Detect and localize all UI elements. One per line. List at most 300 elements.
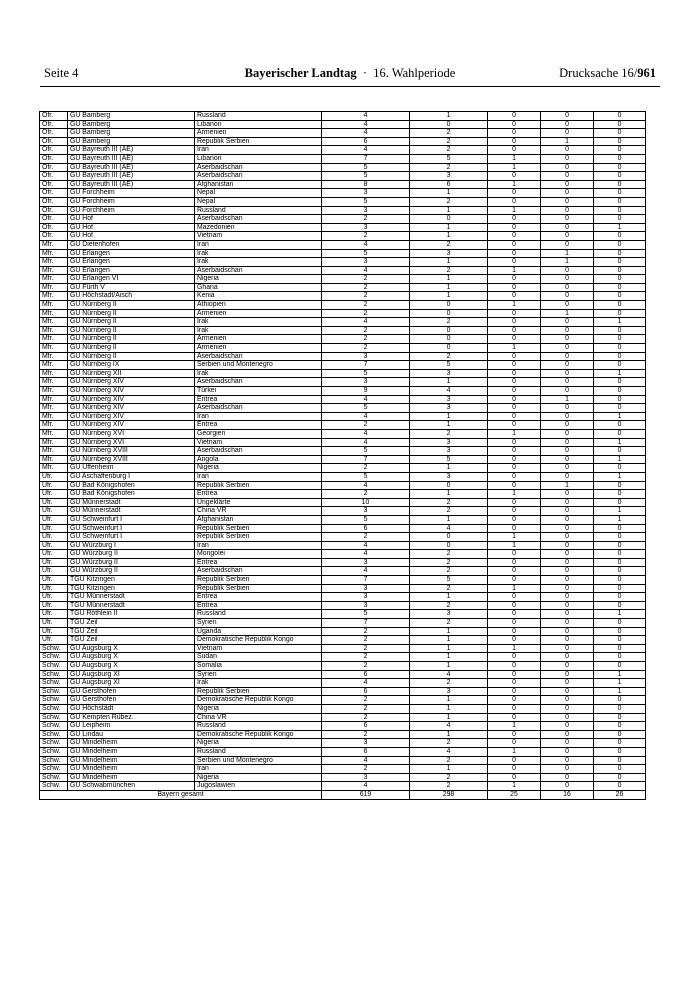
facility-cell: GU Augsburg XI <box>68 679 195 688</box>
count-cell: 0 <box>541 687 594 696</box>
facility-cell: GU Gersthofen <box>68 687 195 696</box>
count-cell: 1 <box>594 412 646 421</box>
country-cell: Eritrea <box>195 558 322 567</box>
count-cell: 5 <box>322 447 410 456</box>
count-cell: 2 <box>410 163 488 172</box>
facility-cell: GU Würzburg II <box>68 567 195 576</box>
count-cell: 7 <box>322 154 410 163</box>
count-cell: 5 <box>322 472 410 481</box>
facility-cell: GU Leipheim <box>68 722 195 731</box>
count-cell: 0 <box>488 576 541 585</box>
count-cell: 1 <box>541 249 594 258</box>
table-row <box>40 644 646 653</box>
region-cell: Ufr. <box>40 593 68 602</box>
count-cell: 2 <box>322 644 410 653</box>
count-cell: 3 <box>322 378 410 387</box>
count-cell: 1 <box>410 292 488 301</box>
count-cell: 4 <box>322 481 410 490</box>
count-cell: 0 <box>541 240 594 249</box>
count-cell: 9 <box>322 387 410 396</box>
header-rule <box>40 86 660 87</box>
table-row <box>40 610 646 619</box>
count-cell: 0 <box>594 112 646 121</box>
table-row <box>40 180 646 189</box>
count-cell: 2 <box>322 730 410 739</box>
count-cell: 0 <box>541 662 594 671</box>
facility-cell: GU Nürnberg II <box>68 326 195 335</box>
country-cell: Iran <box>195 541 322 550</box>
count-cell: 2 <box>322 713 410 722</box>
count-cell: 4 <box>322 146 410 155</box>
table-row <box>40 653 646 662</box>
region-cell: Ufr. <box>40 524 68 533</box>
count-cell: 0 <box>488 713 541 722</box>
facility-cell: GU Mindelheim <box>68 773 195 782</box>
table-row <box>40 429 646 438</box>
region-cell: Schw. <box>40 644 68 653</box>
count-cell: 0 <box>488 335 541 344</box>
count-cell: 0 <box>488 283 541 292</box>
count-cell: 0 <box>488 404 541 413</box>
count-cell: 0 <box>541 189 594 198</box>
country-cell: Republik Serbien <box>195 533 322 542</box>
facility-cell: GU Augsburg X <box>68 644 195 653</box>
count-cell: 2 <box>410 137 488 146</box>
facility-cell: GU Nürnberg XII <box>68 369 195 378</box>
count-cell: 6 <box>322 747 410 756</box>
count-cell: 0 <box>541 361 594 370</box>
country-cell: Russland <box>195 747 322 756</box>
facility-cell: GU Aschaffenburg I <box>68 472 195 481</box>
region-cell: Ofr. <box>40 197 68 206</box>
count-cell: 1 <box>594 223 646 232</box>
count-cell: 2 <box>322 636 410 645</box>
table-body <box>40 112 646 800</box>
count-cell: 3 <box>322 601 410 610</box>
region-cell: Mfr. <box>40 249 68 258</box>
facility-cell: GU Augsburg X <box>68 653 195 662</box>
count-cell: 2 <box>410 756 488 765</box>
country-cell: Demokratische Republik Kongo <box>195 730 322 739</box>
facility-cell: GU Lindau <box>68 730 195 739</box>
table-row <box>40 601 646 610</box>
count-cell: 0 <box>541 344 594 353</box>
country-cell: Eritrea <box>195 593 322 602</box>
count-cell: 4 <box>322 129 410 138</box>
count-cell: 0 <box>488 756 541 765</box>
table-row <box>40 172 646 181</box>
count-cell: 0 <box>488 129 541 138</box>
count-cell: 0 <box>594 120 646 129</box>
table-row <box>40 154 646 163</box>
count-cell: 1 <box>410 223 488 232</box>
table-row <box>40 662 646 671</box>
country-cell: Vietnam <box>195 232 322 241</box>
region-cell: Mfr. <box>40 309 68 318</box>
table-row <box>40 773 646 782</box>
count-cell: 2 <box>322 292 410 301</box>
count-cell: 2 <box>322 309 410 318</box>
region-cell: Mfr. <box>40 266 68 275</box>
count-cell: 1 <box>410 258 488 267</box>
count-cell: 1 <box>410 189 488 198</box>
count-cell: 0 <box>541 550 594 559</box>
count-cell: 0 <box>488 464 541 473</box>
region-cell: Ufr. <box>40 619 68 628</box>
count-cell: 0 <box>541 490 594 499</box>
count-cell: 0 <box>541 515 594 524</box>
region-cell: Mfr. <box>40 258 68 267</box>
count-cell: 0 <box>594 627 646 636</box>
count-cell: 2 <box>410 352 488 361</box>
count-cell: 5 <box>322 163 410 172</box>
region-cell: Schw. <box>40 653 68 662</box>
table-row <box>40 670 646 679</box>
count-cell: 5 <box>410 154 488 163</box>
country-cell: Aserbaidschan <box>195 215 322 224</box>
region-cell: Ufr. <box>40 627 68 636</box>
region-cell: Ufr. <box>40 558 68 567</box>
country-cell: Republik Serbien <box>195 137 322 146</box>
region-cell: Mfr. <box>40 387 68 396</box>
region-cell: Ufr. <box>40 498 68 507</box>
count-cell: 0 <box>488 498 541 507</box>
facility-cell: GU Nürnberg XIV <box>68 421 195 430</box>
count-cell: 1 <box>488 747 541 756</box>
count-cell: 2 <box>322 765 410 774</box>
count-cell: 0 <box>541 653 594 662</box>
count-cell: 4 <box>322 679 410 688</box>
region-cell: Mfr. <box>40 369 68 378</box>
count-cell: 1 <box>594 515 646 524</box>
region-cell: Mfr. <box>40 464 68 473</box>
country-cell: Republik Serbien <box>195 576 322 585</box>
count-cell: 0 <box>488 361 541 370</box>
country-cell: Nepal <box>195 189 322 198</box>
region-cell: Ofr. <box>40 137 68 146</box>
table-row <box>40 747 646 756</box>
country-cell: Republik Serbien <box>195 584 322 593</box>
country-cell: China VR <box>195 507 322 516</box>
facility-cell: TGU Röthlein II <box>68 610 195 619</box>
region-cell: Mfr. <box>40 429 68 438</box>
facility-cell: GU Münnerstadt <box>68 507 195 516</box>
facility-cell: GU Schweinfurt I <box>68 524 195 533</box>
facility-cell: GU Nürnberg II <box>68 344 195 353</box>
table-row <box>40 412 646 421</box>
count-cell: 0 <box>594 197 646 206</box>
count-cell: 0 <box>594 550 646 559</box>
table-row <box>40 438 646 447</box>
count-cell: 2 <box>322 490 410 499</box>
count-cell: 1 <box>594 369 646 378</box>
table-row <box>40 472 646 481</box>
count-cell: 3 <box>410 249 488 258</box>
country-cell: Aserbaidschan <box>195 163 322 172</box>
count-cell: 0 <box>488 223 541 232</box>
table-row <box>40 249 646 258</box>
count-cell: 0 <box>541 120 594 129</box>
table-row <box>40 163 646 172</box>
count-cell: 0 <box>594 524 646 533</box>
count-cell: 0 <box>488 636 541 645</box>
count-cell: 0 <box>488 481 541 490</box>
count-cell: 0 <box>488 215 541 224</box>
total-value-cell: 619 <box>322 790 410 799</box>
facility-cell: TGU Kitzingen <box>68 584 195 593</box>
country-cell: Armenien <box>195 129 322 138</box>
count-cell: 0 <box>594 696 646 705</box>
count-cell: 1 <box>594 438 646 447</box>
country-cell: Jugoslawien <box>195 782 322 791</box>
facility-cell: GU Schwabmünchen <box>68 782 195 791</box>
country-cell: Syrien <box>195 619 322 628</box>
country-cell: Republik Serbien <box>195 524 322 533</box>
count-cell: 0 <box>488 507 541 516</box>
total-value-cell: 26 <box>594 790 646 799</box>
facility-cell: GU Bayreuth III (AE) <box>68 154 195 163</box>
table-row <box>40 619 646 628</box>
count-cell: 4 <box>410 670 488 679</box>
count-cell: 0 <box>541 627 594 636</box>
count-cell: 0 <box>541 197 594 206</box>
count-cell: 0 <box>541 636 594 645</box>
facility-cell: GU Münnerstadt <box>68 498 195 507</box>
count-cell: 4 <box>322 120 410 129</box>
table-row <box>40 283 646 292</box>
region-cell: Schw. <box>40 722 68 731</box>
count-cell: 0 <box>488 412 541 421</box>
count-cell: 6 <box>322 524 410 533</box>
count-cell: 2 <box>322 696 410 705</box>
count-cell: 0 <box>410 215 488 224</box>
table-row <box>40 498 646 507</box>
facility-cell: GU Forchheim <box>68 206 195 215</box>
count-cell: 5 <box>322 404 410 413</box>
country-cell: Aserbaidschan <box>195 378 322 387</box>
count-cell: 0 <box>488 601 541 610</box>
count-cell: 0 <box>410 541 488 550</box>
count-cell: 0 <box>594 704 646 713</box>
facility-cell: GU Hof <box>68 232 195 241</box>
country-cell: Demokratische Republik Kongo <box>195 636 322 645</box>
count-cell: 0 <box>488 197 541 206</box>
count-cell: 1 <box>410 515 488 524</box>
country-cell: Aserbaidschan <box>195 172 322 181</box>
count-cell: 0 <box>488 318 541 327</box>
count-cell: 0 <box>541 713 594 722</box>
count-cell: 3 <box>322 258 410 267</box>
count-cell: 1 <box>488 490 541 499</box>
table-row <box>40 584 646 593</box>
country-cell: Russland <box>195 112 322 121</box>
facility-cell: GU Hof <box>68 215 195 224</box>
country-cell: Iran <box>195 472 322 481</box>
facility-cell: GU Erlangen <box>68 249 195 258</box>
count-cell: 0 <box>488 773 541 782</box>
country-cell: Afghanistan <box>195 180 322 189</box>
region-cell: Mfr. <box>40 404 68 413</box>
count-cell: 1 <box>488 206 541 215</box>
country-cell: Iran <box>195 240 322 249</box>
country-cell: Angola <box>195 455 322 464</box>
table-row <box>40 636 646 645</box>
count-cell: 3 <box>322 739 410 748</box>
count-cell: 0 <box>541 455 594 464</box>
count-cell: 2 <box>410 773 488 782</box>
region-cell: Ufr. <box>40 515 68 524</box>
country-cell: Libanon <box>195 154 322 163</box>
count-cell: 3 <box>322 593 410 602</box>
count-cell: 2 <box>410 429 488 438</box>
count-cell: 0 <box>541 163 594 172</box>
count-cell: 0 <box>488 730 541 739</box>
count-cell: 0 <box>594 782 646 791</box>
count-cell: 4 <box>322 550 410 559</box>
count-cell: 5 <box>322 610 410 619</box>
count-cell: 4 <box>322 438 410 447</box>
count-cell: 0 <box>488 326 541 335</box>
country-cell: Sudan <box>195 653 322 662</box>
count-cell: 1 <box>488 644 541 653</box>
count-cell: 2 <box>410 318 488 327</box>
count-cell: 0 <box>488 258 541 267</box>
country-cell: Iran <box>195 146 322 155</box>
region-cell: Mfr. <box>40 395 68 404</box>
country-cell: China VR <box>195 713 322 722</box>
region-cell: Mfr. <box>40 326 68 335</box>
count-cell: 1 <box>488 154 541 163</box>
count-cell: 0 <box>541 146 594 155</box>
total-value-cell: 16 <box>541 790 594 799</box>
count-cell: 0 <box>541 601 594 610</box>
facility-cell: GU Nürnberg II <box>68 301 195 310</box>
table-row <box>40 387 646 396</box>
facility-cell: GU Bayreuth III (AE) <box>68 172 195 181</box>
region-cell: Mfr. <box>40 292 68 301</box>
region-cell: Mfr. <box>40 275 68 284</box>
country-cell: Russland <box>195 610 322 619</box>
count-cell: 1 <box>410 644 488 653</box>
count-cell: 0 <box>594 644 646 653</box>
country-cell: Aserbaidschan <box>195 567 322 576</box>
facility-cell: GU Bayreuth III (AE) <box>68 180 195 189</box>
table-row <box>40 197 646 206</box>
count-cell: 2 <box>410 498 488 507</box>
facility-cell: TGU Münnerstadt <box>68 601 195 610</box>
table-row <box>40 464 646 473</box>
count-cell: 0 <box>488 739 541 748</box>
count-cell: 5 <box>322 249 410 258</box>
count-cell: 7 <box>322 619 410 628</box>
count-cell: 0 <box>541 619 594 628</box>
count-cell: 0 <box>488 627 541 636</box>
count-cell: 6 <box>322 687 410 696</box>
count-cell: 0 <box>594 747 646 756</box>
facility-cell: GU Schweinfurt I <box>68 515 195 524</box>
count-cell: 0 <box>594 636 646 645</box>
count-cell: 6 <box>410 180 488 189</box>
table-row <box>40 447 646 456</box>
count-cell: 2 <box>410 679 488 688</box>
count-cell: 0 <box>594 163 646 172</box>
document-number-prefix: Drucksache 16/ <box>559 66 638 80</box>
region-cell: Schw. <box>40 713 68 722</box>
count-cell: 5 <box>322 172 410 181</box>
count-cell: 0 <box>594 309 646 318</box>
count-cell: 2 <box>410 507 488 516</box>
facility-cell: GU Nürnberg II <box>68 309 195 318</box>
count-cell: 0 <box>594 292 646 301</box>
count-cell: 0 <box>488 550 541 559</box>
country-cell: Irak <box>195 369 322 378</box>
count-cell: 5 <box>410 576 488 585</box>
count-cell: 1 <box>541 395 594 404</box>
country-cell: Mongolei <box>195 550 322 559</box>
count-cell: 0 <box>594 722 646 731</box>
count-cell: 0 <box>488 352 541 361</box>
count-cell: 0 <box>594 584 646 593</box>
table-row <box>40 146 646 155</box>
region-cell: Ofr. <box>40 163 68 172</box>
count-cell: 1 <box>541 258 594 267</box>
count-cell: 1 <box>410 662 488 671</box>
region-cell: Mfr. <box>40 378 68 387</box>
count-cell: 0 <box>541 154 594 163</box>
count-cell: 2 <box>410 240 488 249</box>
count-cell: 3 <box>410 395 488 404</box>
count-cell: 4 <box>410 387 488 396</box>
count-cell: 5 <box>322 515 410 524</box>
count-cell: 3 <box>322 584 410 593</box>
count-cell: 1 <box>488 782 541 791</box>
count-cell: 1 <box>594 679 646 688</box>
count-cell: 3 <box>410 687 488 696</box>
count-cell: 0 <box>541 326 594 335</box>
region-cell: Ofr. <box>40 146 68 155</box>
count-cell: 1 <box>541 481 594 490</box>
count-cell: 2 <box>322 662 410 671</box>
count-cell: 0 <box>594 129 646 138</box>
country-cell: Irak <box>195 258 322 267</box>
facility-cell: GU Kempten Rübez. <box>68 713 195 722</box>
count-cell: 0 <box>488 378 541 387</box>
facility-cell: GU Uffenheim <box>68 464 195 473</box>
table-row <box>40 232 646 241</box>
facility-cell: TGU Münnerstadt <box>68 593 195 602</box>
count-cell: 0 <box>594 206 646 215</box>
count-cell: 3 <box>322 558 410 567</box>
count-cell: 0 <box>594 283 646 292</box>
facility-cell: GU Würzburg I <box>68 541 195 550</box>
count-cell: 3 <box>322 507 410 516</box>
count-cell: 2 <box>322 215 410 224</box>
country-cell: Uganda <box>195 627 322 636</box>
country-cell: Kenia <box>195 292 322 301</box>
table-row <box>40 309 646 318</box>
region-cell: Mfr. <box>40 240 68 249</box>
page-header <box>44 66 656 84</box>
count-cell: 2 <box>410 601 488 610</box>
count-cell: 0 <box>594 576 646 585</box>
country-cell: Eritrea <box>195 490 322 499</box>
document-number <box>559 66 656 81</box>
facility-cell: GU Würzburg II <box>68 550 195 559</box>
table-row <box>40 318 646 327</box>
facility-cell: GU Erlangen VI <box>68 275 195 284</box>
region-cell: Schw. <box>40 687 68 696</box>
count-cell: 6 <box>322 722 410 731</box>
